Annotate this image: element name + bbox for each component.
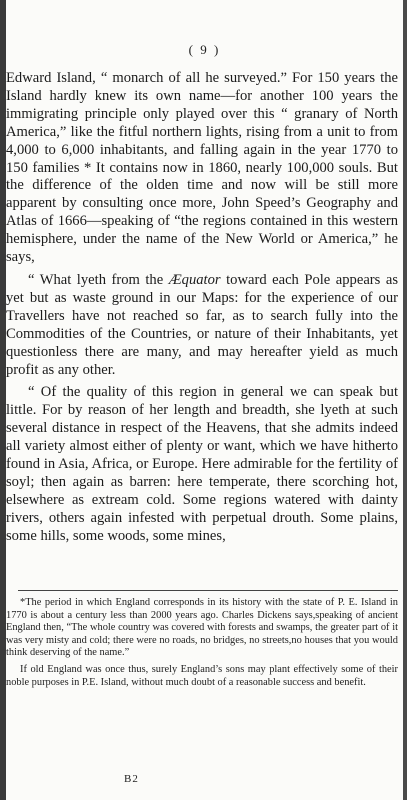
footnotes [6, 597, 398, 693]
aequator-italic: Æquator [168, 271, 221, 288]
footnote-1: *The period in which England corresponds in its history with the state of P. E. Island in 1770 is about a century less than 2000 years ago. Charles Dickens says,speaking of ancient England then, “The whole country was covered with forests and swamps, the greater part of it was very misty and cold; there were no roads, no bridges, no streets,no houses that you would think deserving of the name.” [6, 597, 398, 659]
signature-mark: B2 [124, 773, 139, 785]
paragraph-3: “ Of the quality of this region in general we can speak but little. For by reason of her length and breadth, she lyeth at such several distance in respect of the Heavens, that she admits indeed all variety almost either of plenty or want, which we have hitherto found in Asia, Africa, or Europe. Here admirable for the fertility of soyl; then again as barren: here temperate, there scorching hot, elsewhere as extream cold. Some regions watered with dainty rivers, others again infested with perpetual drouth. Some plains, some hills, some woods, some mines, [6, 384, 398, 544]
footnote-divider [18, 590, 398, 591]
footnote-2: If old England was once thus, surely England’s sons may plant effectively some of their noble purposes in P.E. Island, without much doubt of a reasonable success and benefit. [6, 663, 398, 688]
paragraph-2: “ What lyeth from the Æquator toward each Pole appears as yet but as waste ground in our Maps: for the experience of our Travellers have not reached so far, as to search fully into the Commodities of the Countries, or nature of their Inhabitants, yet questionless there are many, and may hereafter yield as much profit as any other. [6, 271, 398, 378]
body-text [6, 70, 398, 546]
page-number: ( 9 ) [188, 42, 221, 57]
paragraph-1: Edward Island, “ monarch of all he surveyed.” For 150 years the Island hardly knew its own name—for another 100 years the immigrating principle only played over this “ granary of North America,” like the fitful northern lights, rising from a unit to from 4,000 to 6,000 inhabitants, and falling again in the year 1770 to 150 families * It contains now in 1860, nearly 100,000 souls. But the difference of the olden time and now will be still more apparent by consulting once more, John Speed’s Geography and Atlas of 1666—speaking of “the regions contained in this western hemisphere, under the name of the New World or America,” he says, [6, 70, 398, 266]
